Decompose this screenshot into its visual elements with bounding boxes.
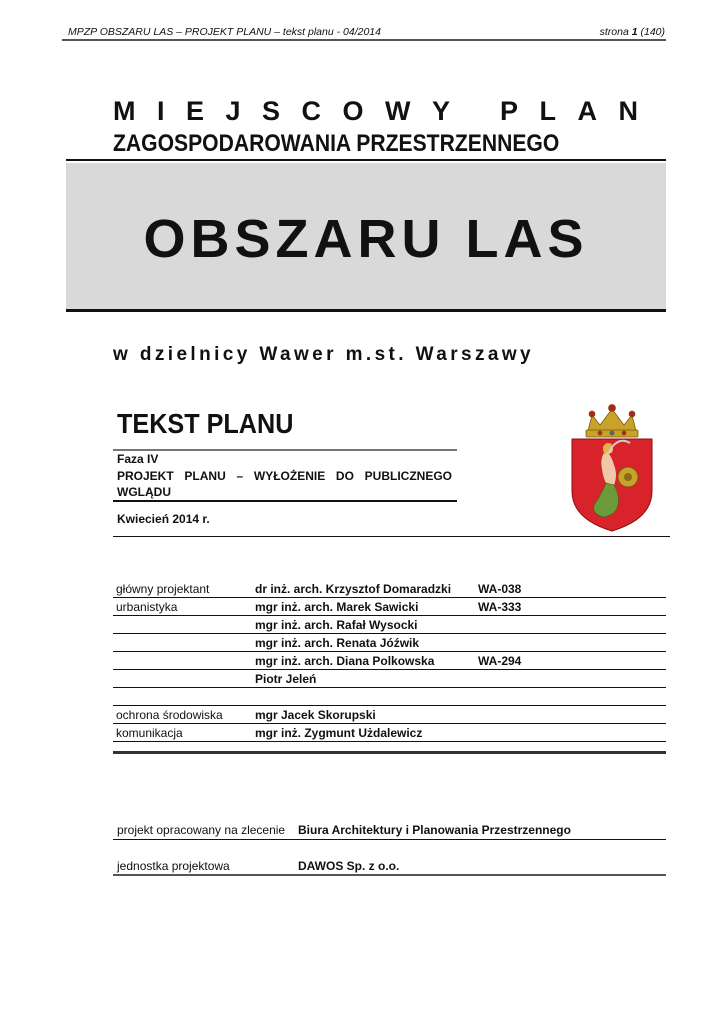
running-header-page [600, 26, 665, 38]
team-license-code [475, 724, 666, 742]
team-license-code: WA-333 [475, 598, 666, 616]
unit-value: DAWOS Sp. z o.o. [298, 859, 400, 873]
stage-label: PROJEKT PLANU – WYŁOŻENIE DO PUBLICZNEGO WGLĄDU [117, 469, 452, 499]
team-role: ochrona środowiska [113, 706, 252, 724]
team-row [113, 580, 666, 598]
team-row [113, 670, 666, 688]
team-row [113, 724, 666, 742]
team-role: komunikacja [113, 724, 252, 742]
main-title: OBSZARU LAS [143, 209, 589, 269]
team-row [113, 634, 666, 652]
warsaw-coat-of-arms-icon [566, 403, 658, 535]
running-header-left: MPZP OBSZARU LAS – PROJEKT PLANU – tekst planu - 04/2014 [68, 26, 381, 38]
team-table [113, 580, 666, 742]
team-role: główny projektant [113, 580, 252, 598]
title-line-2: ZAGOSPODAROWANIA PRZESTRZENNEGO [113, 130, 560, 157]
team-license-code [475, 670, 666, 688]
team-member-name: mgr inż. arch. Marek Sawicki [252, 598, 475, 616]
unit-label: jednostka projektowa [117, 859, 230, 873]
team-member-name: dr inż. arch. Krzysztof Domaradzki [252, 580, 475, 598]
team-row [113, 652, 666, 670]
team-member-name: Piotr Jeleń [252, 670, 475, 688]
team-row [113, 706, 666, 724]
info-block-rule [113, 536, 670, 537]
team-member-name: mgr Jacek Skorupski [252, 706, 475, 724]
team-license-code [475, 634, 666, 652]
title-line-1: MIEJSCOWY PLAN [113, 96, 660, 126]
doc-type-rule [113, 449, 457, 451]
team-role [113, 616, 252, 634]
team-role [113, 670, 252, 688]
team-member-name: mgr inż. arch. Rafał Wysocki [252, 616, 475, 634]
team-license-code: WA-294 [475, 652, 666, 670]
team-member-name: mgr inż. Zygmunt Użdalewicz [252, 724, 475, 742]
team-license-code [475, 616, 666, 634]
team-license-code [475, 688, 666, 706]
team-member-name: mgr inż. arch. Renata Jóźwik [252, 634, 475, 652]
team-license-code: WA-038 [475, 580, 666, 598]
document-date: Kwiecień 2014 r. [117, 512, 210, 526]
team-role [113, 634, 252, 652]
team-role [113, 652, 252, 670]
unit-rule [113, 874, 666, 876]
team-role [113, 688, 252, 706]
title-rule [66, 159, 666, 161]
team-row [113, 616, 666, 634]
commission-value: Biura Architektury i Planowania Przestrzennego [298, 823, 571, 837]
team-role: urbanistyka [113, 598, 252, 616]
commission-label: projekt opracowany na zlecenie [117, 823, 286, 837]
district-subtitle: w dzielnicy Wawer m.st. Warszawy [113, 344, 534, 365]
header-rule [62, 39, 666, 41]
team-row [113, 598, 666, 616]
team-license-code [475, 706, 666, 724]
commission-rule [113, 839, 666, 840]
team-table-bottom-rule [113, 751, 666, 754]
team-row [113, 688, 666, 706]
page-number: 1 [631, 26, 638, 38]
document-type: TEKST PLANU [117, 408, 294, 439]
team-member-name: mgr inż. arch. Diana Polkowska [252, 652, 475, 670]
page-prefix: strona [599, 26, 629, 38]
phase-label: Faza IV [117, 452, 159, 466]
stage-rule [113, 500, 457, 502]
team-member-name [252, 688, 475, 706]
page-total: (140) [640, 26, 665, 38]
